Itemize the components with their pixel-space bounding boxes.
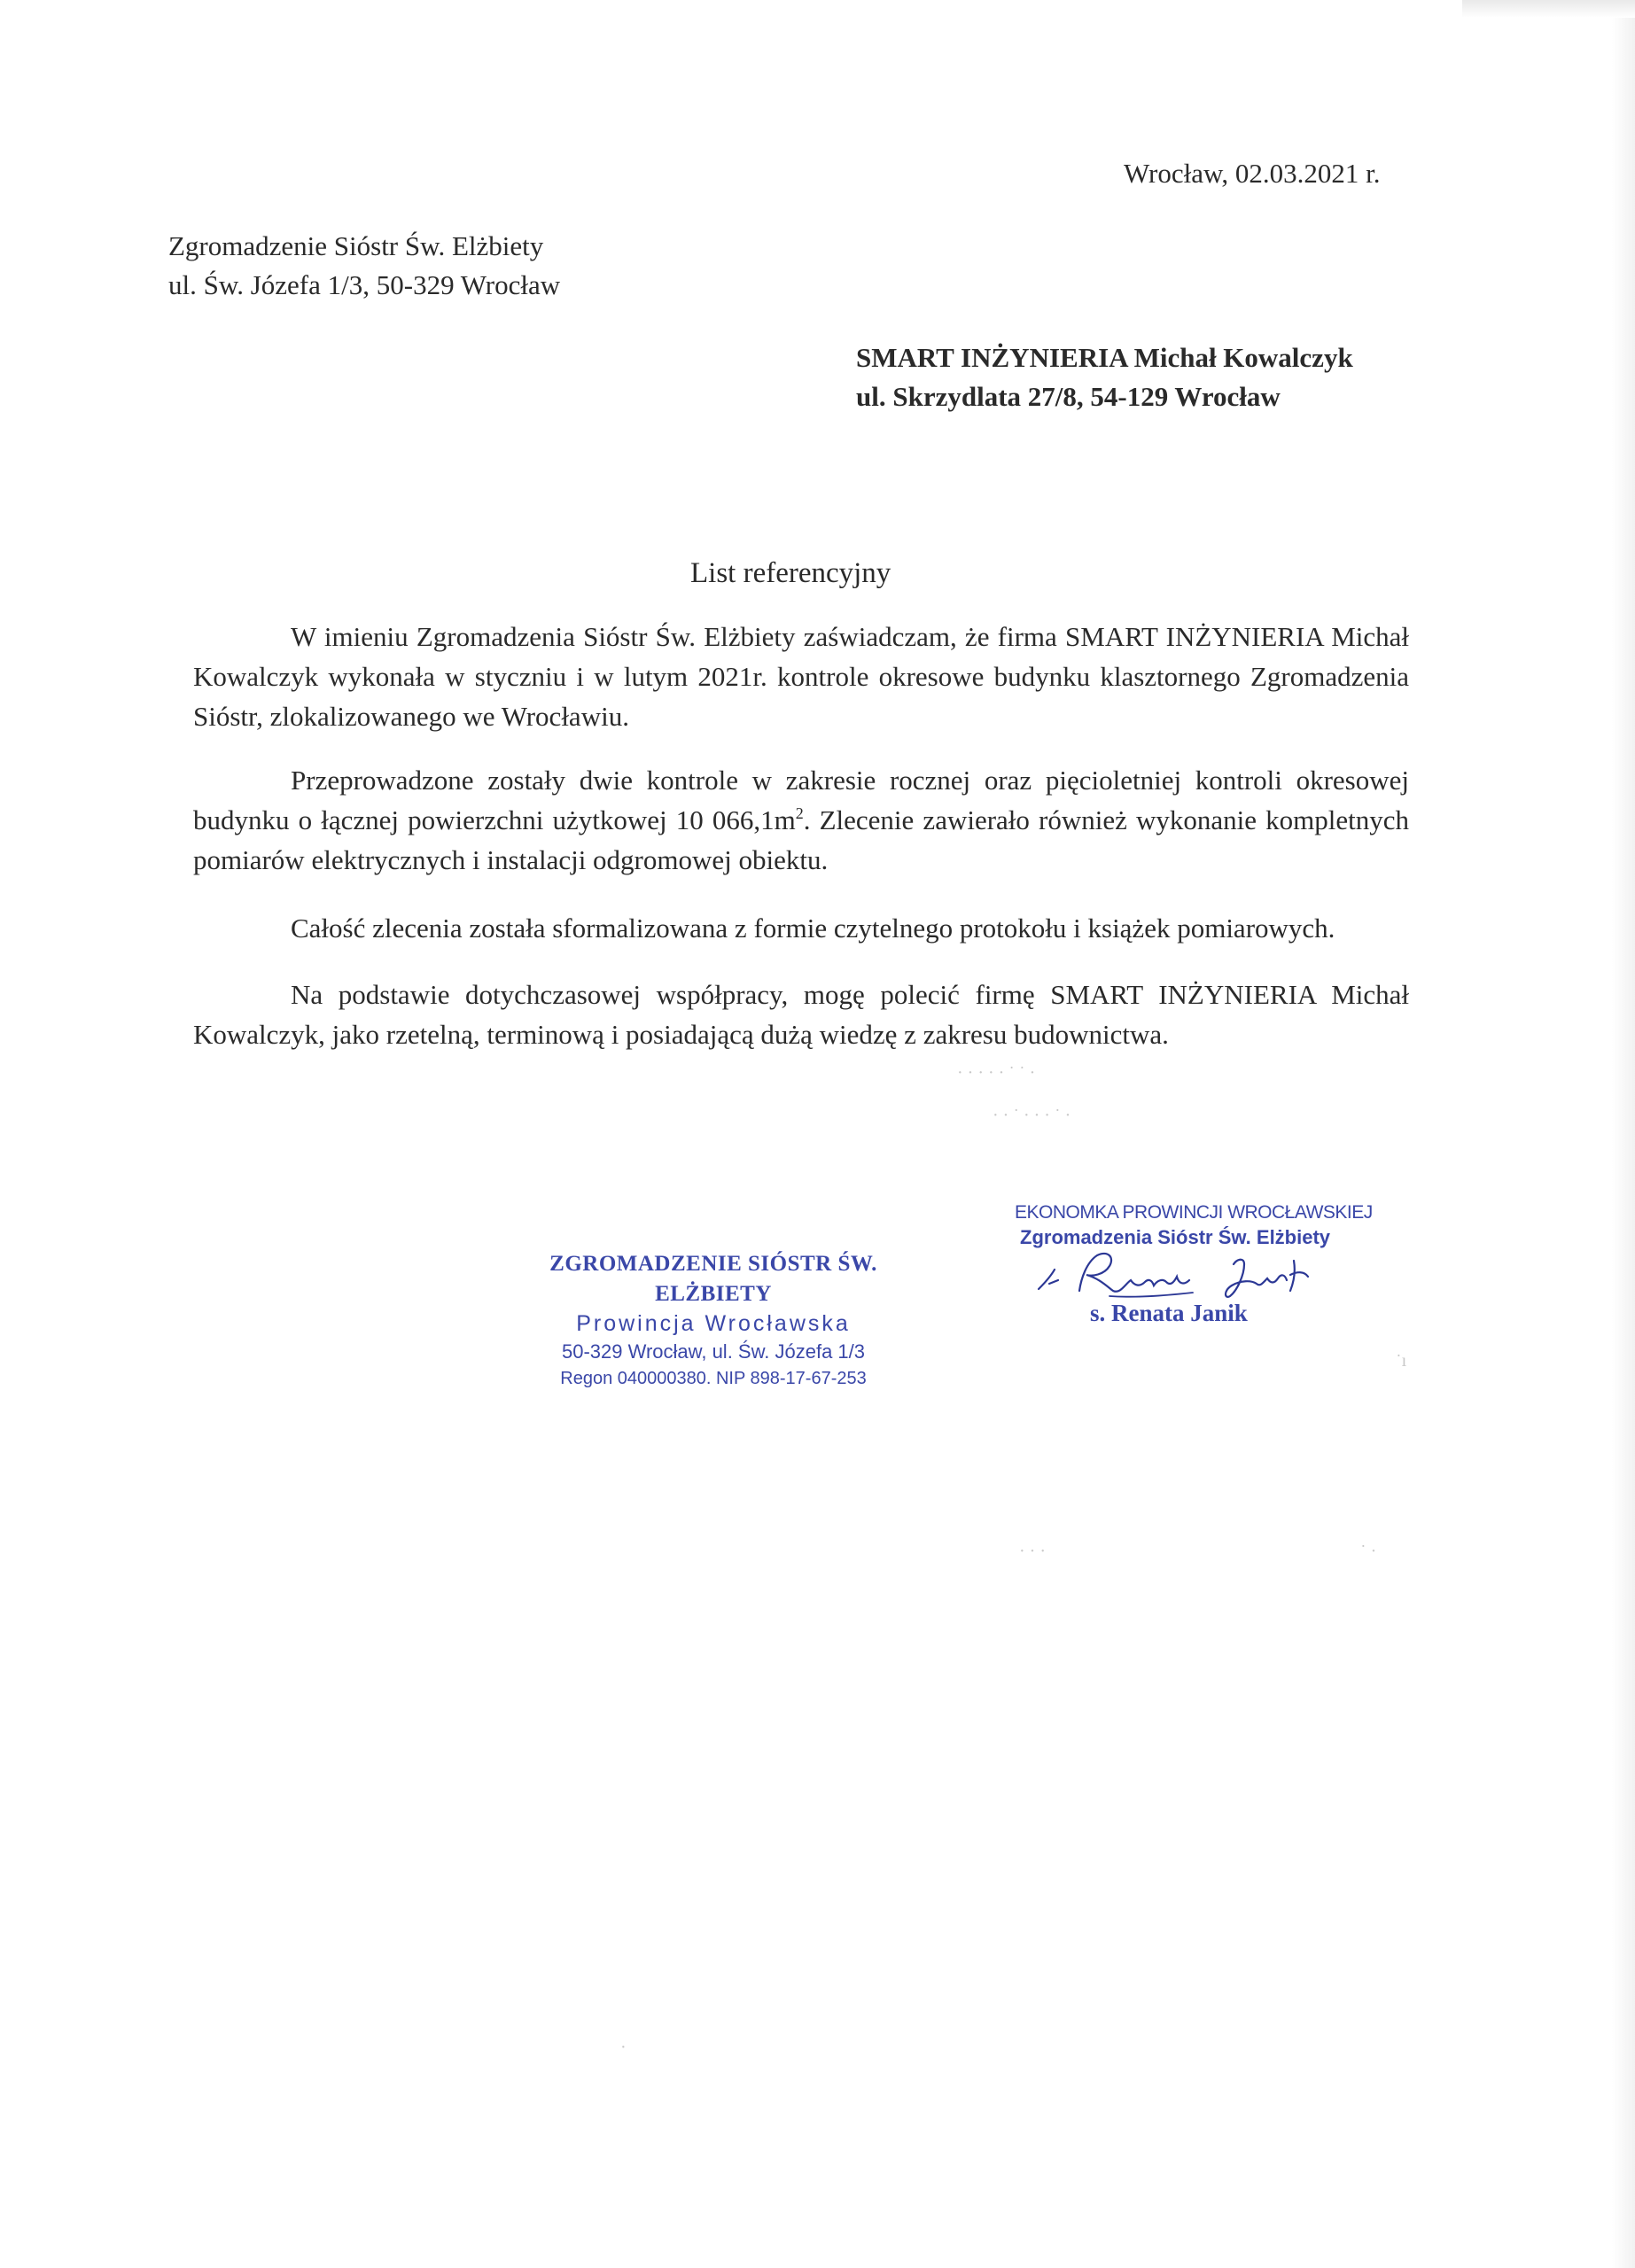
paragraph-1: [193, 617, 1409, 736]
paragraph-2-text: Przeprowadzone zostały dwie kontrole w zakresie rocznej oraz pięcioletniej kontroli okresowej budynku o łącznej powierzchni użytkowej 10 066,1m: [193, 765, 1409, 835]
signatory-name: s. Renata Janik: [1090, 1300, 1248, 1326]
show-through-mark: · · · · · ˙ ˙ ·: [957, 1063, 1036, 1083]
stamp-organization-name: ZGROMADZENIE SIÓSTR ŚW. ELŻBIETY: [549, 1252, 877, 1306]
stamp-registry-numbers: Regon 040000380. NIP 898-17-67-253: [560, 1369, 867, 1388]
paragraph-2: [193, 760, 1409, 880]
signatory-stamp: [1015, 1200, 1387, 1326]
sender-name: Zgromadzenie Sióstr Św. Elżbiety: [168, 230, 544, 261]
signatory-title: EKONOMKA PROWINCJI WROCŁAWSKIEJ: [1015, 1202, 1373, 1223]
recipient-name: SMART INŻYNIERIA Michał Kowalczyk: [856, 342, 1353, 373]
sender-address: ul. Św. Józefa 1/3, 50-329 Wrocław: [168, 269, 561, 300]
handwritten-signature: [1028, 1245, 1320, 1307]
letter-title: List referencyjny: [690, 557, 891, 589]
stamp-address: 50-329 Wrocław, ul. Św. Józefa 1/3: [562, 1340, 865, 1363]
show-through-mark: ˙ ·: [1360, 1542, 1377, 1561]
paragraph-4-text: Na podstawie dotychczasowej współpracy, mogę polecić firmę SMART INŻYNIERIA Michał Kowalczyk, jako rzetelną, terminową i posiadającą dużą wiedzę z zakresu budownictwa.: [193, 979, 1409, 1050]
scan-edge-shadow: [1612, 0, 1635, 2268]
paragraph-3: [193, 908, 1409, 948]
letter-date: Wrocław, 02.03.2021 r.: [1124, 158, 1381, 189]
show-through-mark: · · ˙ · · · ˙ ·: [993, 1106, 1071, 1125]
show-through-mark: · · ·: [1019, 1542, 1046, 1561]
scan-top-shadow: [1462, 0, 1635, 18]
area-unit-superscript: 2: [795, 804, 804, 822]
paragraph-1-text: W imieniu Zgromadzenia Sióstr Św. Elżbiety zaświadczam, że firma SMART INŻYNIERIA Michał Kowalczyk wykonała w styczniu i w lutym 2021r. kontrole okresowe budynku klasztornego Zgromadzenia Sióstr, zlokalizowanego we Wrocławiu.: [193, 621, 1409, 732]
paragraph-2-text-end: . Zlecenie zawierało również wykonanie kompletnych pomiarów elektrycznych i instalacji odgromowej obiektu.: [193, 804, 1409, 875]
show-through-mark: ·: [620, 2038, 627, 2057]
paragraph-3-text: Całość zlecenia została sformalizowana z formie czytelnego protokołu i książek pomiarowych.: [291, 913, 1335, 944]
paragraph-4: [193, 975, 1409, 1054]
recipient-address: ul. Skrzydlata 27/8, 54-129 Wrocław: [856, 381, 1281, 412]
stamp-province: Prowincja Wrocławska: [576, 1311, 851, 1336]
show-through-mark: ˙ı: [1396, 1351, 1407, 1371]
signatory-organization: Zgromadzenia Sióstr Św. Elżbiety: [1020, 1226, 1331, 1248]
organization-stamp: [532, 1249, 895, 1392]
